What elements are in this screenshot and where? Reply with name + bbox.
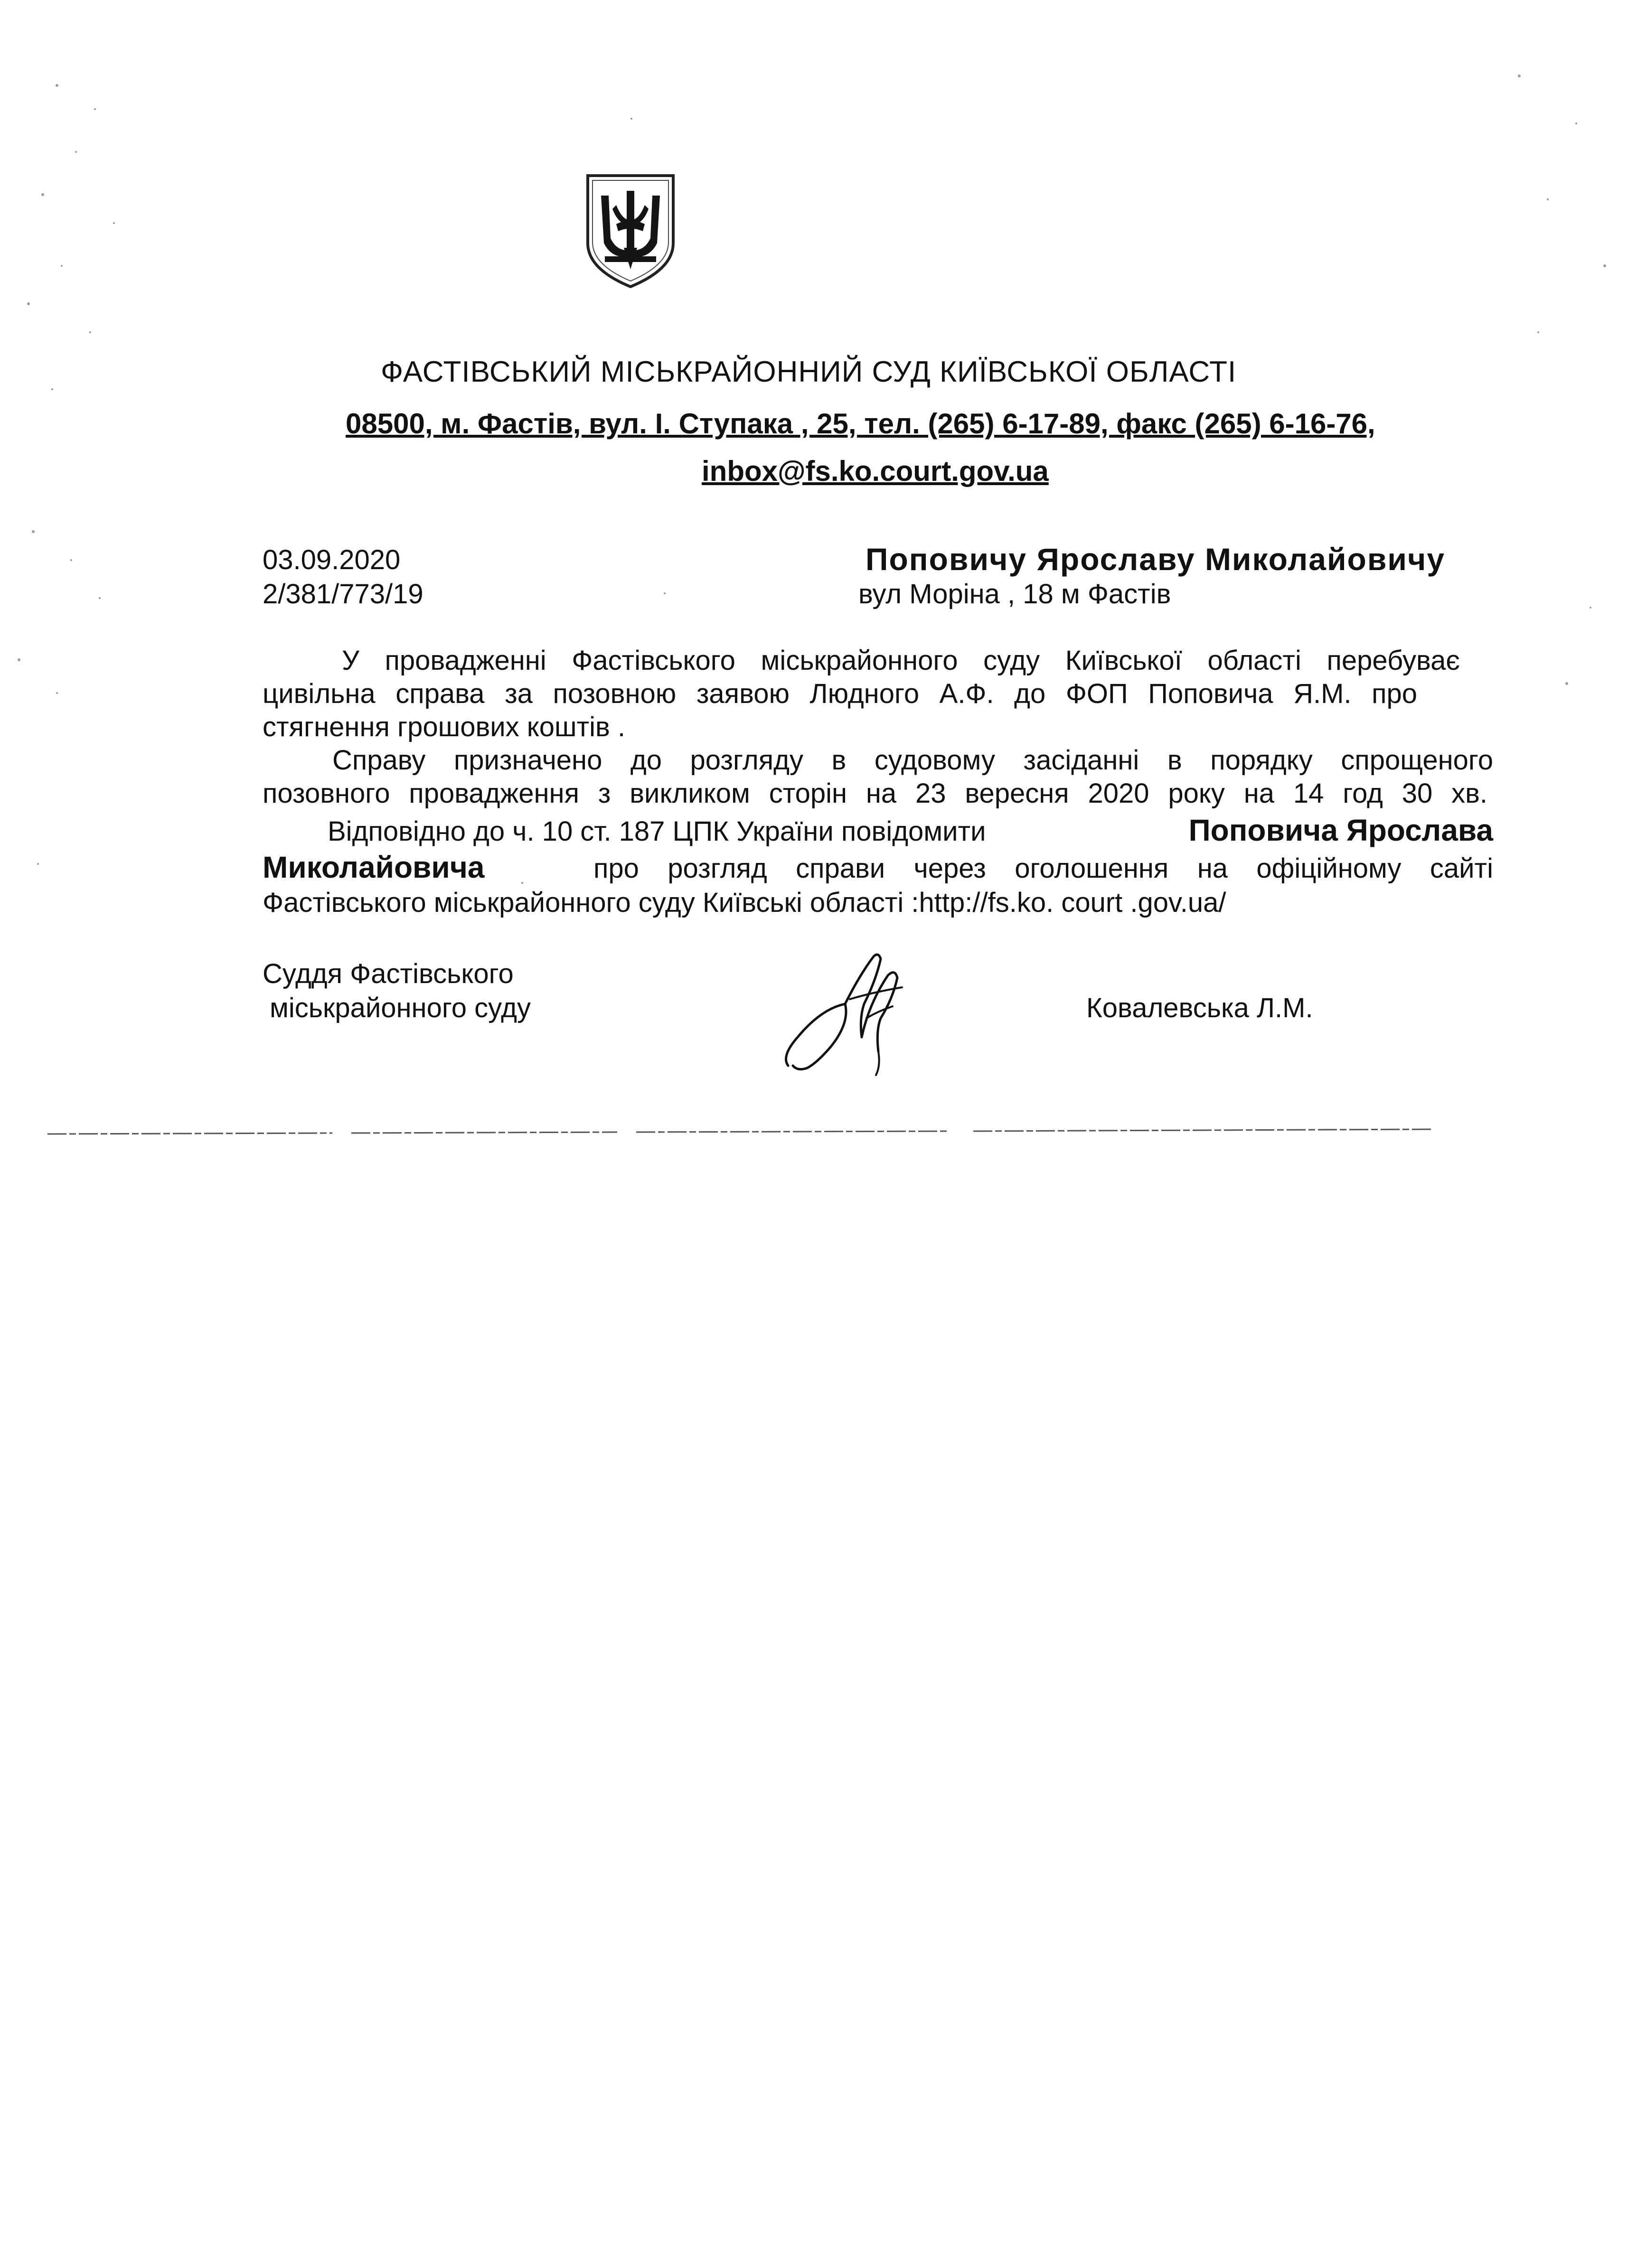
body-paragraph-1-line-1: У провадженні Фастівського міськрайонного суду Київської області перебуває <box>342 645 1460 676</box>
court-address: 08500, м. Фастів, вул. І. Ступака , 25, тел. (265) 6-17-89, факс (265) 6-16-76, <box>346 408 1375 440</box>
case-number: 2/381/773/19 <box>263 579 423 609</box>
addressee-name: Поповичу Ярославу Миколайовичу <box>866 542 1446 577</box>
body-paragraph-3-line-3: Фастівського міськрайонного суду Київські області :http://fs.ko. court .gov.ua/ <box>263 887 1226 918</box>
court-email: inbox@fs.ko.court.gov.ua <box>702 455 1049 487</box>
document-date: 03.09.2020 <box>263 544 401 575</box>
defendant-name-part-2: Миколайовича <box>263 850 485 884</box>
court-name: ФАСТІВСЬКИЙ МІСЬКРАЙОННИЙ СУД КИЇВСЬКОЇ ОБЛАСТІ <box>381 356 1237 388</box>
body-paragraph-1-line-2: цивільна справа за позовною заявою Людного А.Ф. до ФОП Поповича Я.М. про <box>263 678 1417 709</box>
body-paragraph-3-line-2-text: про розгляд справи через оголошення на офіційному сайті <box>593 853 1493 884</box>
scan-divider-line <box>47 1127 1434 1137</box>
judge-name: Ковалевська Л.М. <box>1086 993 1313 1023</box>
body-paragraph-2-line-1: Справу призначено до розгляду в судовому засіданні в порядку спрощеного <box>332 745 1493 776</box>
body-paragraph-1-line-3: стягнення грошових коштів . <box>263 712 626 742</box>
addressee-address: вул Моріна , 18 м Фастів <box>858 579 1171 609</box>
handwritten-signature-icon <box>779 947 931 1080</box>
judge-title-line-2: міськрайонного суду <box>270 993 531 1023</box>
body-paragraph-3-line-2 <box>263 850 1493 885</box>
defendant-name-part-1: Поповича Ярослава <box>1188 813 1493 847</box>
body-paragraph-3-line-1-text: Відповідно до ч. 10 ст. 187 ЦПК України повідомити <box>328 816 986 847</box>
body-paragraph-2-line-2: позовного провадження з викликом сторін на 23 вересня 2020 року на 14 год 30 хв. <box>263 778 1487 809</box>
body-paragraph-3-line-1 <box>328 813 1493 848</box>
tryzub-coat-of-arms-icon <box>583 172 678 291</box>
judge-title-line-1: Суддя Фастівського <box>263 958 514 989</box>
